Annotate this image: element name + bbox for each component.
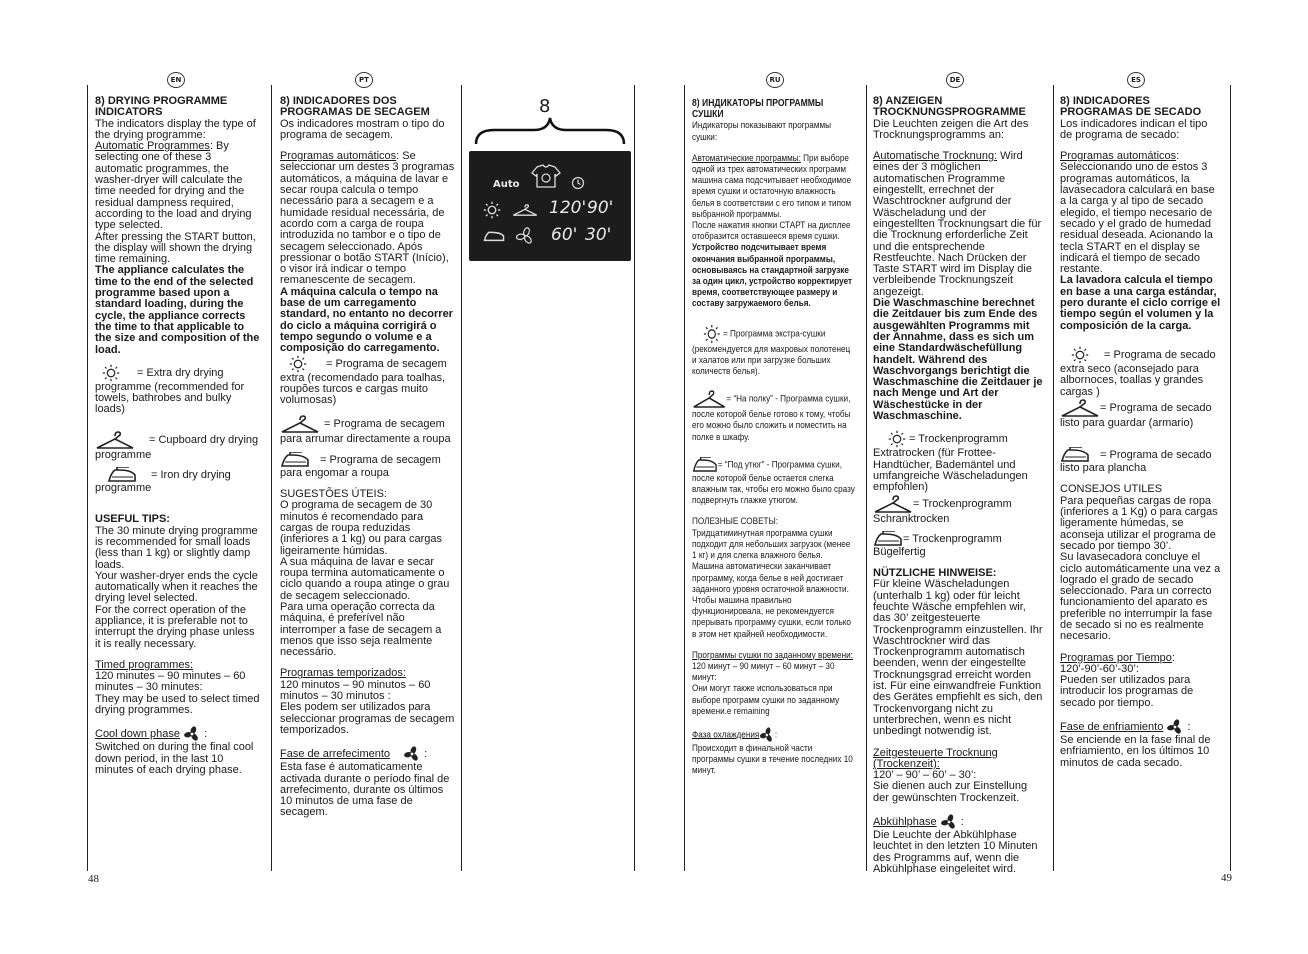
auto-label: Automatic Programmes [95, 140, 210, 153]
column-divider [461, 85, 462, 871]
cool-label: Cool down phase [95, 728, 181, 741]
auto-paragraph [873, 151, 1043, 298]
after-start-text: After pressing the START button, the display will shown the drying time remaining. [95, 230, 256, 266]
extra-dry-text: = Программа экстра-сушки (рекомендуется для махровых полотенец и халатов или при загрузке больших количеств белья). [692, 328, 851, 378]
iron-icon [483, 229, 505, 243]
column-en [95, 96, 261, 776]
column-divider [1053, 85, 1054, 871]
cupboard-item [873, 494, 1043, 525]
section-title: 8) ИНДИКАТОРЫ ПРОГРАММЫ СУШКИ [692, 98, 824, 121]
cool-label: Fase de arrefecimento [280, 748, 391, 761]
auto-label: Programas automáticos [280, 150, 397, 163]
flag-es: ES [1127, 72, 1145, 88]
column-divider [271, 85, 272, 871]
auto-label: Automatische Trocknung: [873, 150, 998, 163]
column-divider [1230, 85, 1231, 871]
cool-label-row: Фаза охлаждения : [692, 727, 855, 743]
iron-text: = Programa de secado listo para plancha [1060, 449, 1212, 475]
column-divider [866, 85, 867, 871]
iron-icon [280, 452, 310, 468]
auto-paragraph [95, 141, 261, 231]
cool-label: Фаза охлаждения [692, 729, 760, 741]
timed-label: Programas temporizados: [280, 667, 406, 680]
tips-title: NÜTZLICHE HINWEISE: [873, 567, 997, 580]
extra-dry-text: = Extra dry drying programme (recommended for towels, bathrobes and bulky loads) [95, 366, 245, 416]
intro-text: Индикаторы показывают программы сушки: [692, 120, 831, 143]
sun-icon [1068, 346, 1092, 364]
column-de [873, 96, 1043, 875]
cupboard-text: = Cupboard dry drying programme [95, 433, 259, 461]
cool-text: Se enciende en la fase final de enfriamiento, en los últimos 10 minutos de cada secado. [1060, 734, 1211, 769]
bold-note: Устройство подсчитывает время окончания выбранной программы, основываясь на стандартной загрузке за один цикл, устройство корректирует время, соответствующее размеру и составу загружаемого белья. [692, 242, 853, 310]
tips-text: O programa de secagem de 30 minutos é recomendado para cargas de roupa reduzidas (inferiores a 1 kg) ou para cargas ligeiramente húmidas. [280, 499, 443, 557]
auto-label: Автоматические программы: [692, 152, 801, 164]
time-120: 120' [549, 198, 587, 218]
tips-text: Para pequeñas cargas de ropa (inferiores a 1 Kg) o para cargas ligeramente húmedas, se aconseja utilizar el programa de secado por tiempo 30’. [1060, 494, 1218, 552]
sun-icon [885, 430, 909, 448]
hanger-icon [512, 202, 538, 218]
extra-dry-item [1060, 346, 1222, 398]
section-title: 8) INDICADORES PROGRAMAS DE SECADO [1060, 95, 1202, 119]
column-ru [692, 98, 855, 777]
cool-text: Происходит в финальной части программы сушки в течение последних 10 минут. [692, 742, 853, 777]
iron-item [95, 467, 261, 494]
auto-label: Programas automáticos [1060, 150, 1177, 163]
cupboard-item [280, 414, 456, 445]
iron-icon [692, 457, 718, 473]
auto-text: : Seleccionando uno de estos 3 programas automáticos, la lavasecadora calculará en base a la carga y al tipo de secado elegido, el tiempo necesario de secado y el grado de humedad residual deseada. Acionando la tecla START en el display se indicará el tiempo de secado restante. [1060, 150, 1215, 276]
extra-dry-item [692, 324, 855, 378]
timed-text: They may be used to select timed drying programmes. [95, 692, 260, 717]
bold-note: A máquina calcula o tempo na base de um carregamento standard, no entanto no decorrer do ciclo a máquina corrigirá o tempo segundo o volume e a composição do carregamento. [280, 285, 453, 355]
page-number-right: 49 [1221, 872, 1232, 884]
cupboard-text: = “На полку” - Программа сушки, после которой белье готово к тому, чтобы его можно было сложить и поместить на полке в шкафу. [692, 393, 851, 443]
flag-en: EN [167, 72, 185, 88]
sun-icon [701, 324, 723, 344]
extra-dry-text: = Trockenprogramm Extratrocken (für Frottee-Handtücher, Bademäntel und umfangreiche Wäscheladungen empfohlen) [873, 433, 1028, 494]
timed-text: Pueden ser utilizados para introducir los programas de secado por tiempo. [1060, 674, 1194, 709]
cool-label-row: Cool down phase : [95, 726, 261, 742]
fan-icon [183, 726, 201, 742]
sun-icon [286, 355, 310, 373]
clock-icon [571, 176, 585, 190]
auto-paragraph [692, 153, 855, 220]
iron-item [873, 531, 1043, 558]
bold-note: Die Waschmaschine berechnet die Zeitdauer bis zum Ende des ausgewählten Programms mit der Annahme, dass es sich um eine Standardwäschefüllung handelt. Während des Waschvorgangs berichtigt die Waschmaschine die Zeitdauer je nach Menge und Art der Wäschestücke in der Waschmaschine. [873, 297, 1043, 423]
cool-label-row: Fase de arrefecimento : [280, 746, 456, 762]
time-60: 60' [551, 225, 578, 245]
auto-text: : Se seleccionar um destes 3 programas automáticos, a máquina de lavar e secar roupa calcula o tempo necessário para a secagem e a humidade residual necessária, de acordo com a carga de roupa introduzida no tambor e o tipo de secagem seleccionado. Após pressionar o botão START (Início), o visor irá indicar o tempo remanescente de secagem. [280, 150, 455, 287]
iron-item [280, 452, 456, 479]
tips-text: Su lavasecadora concluye el ciclo automáticamente una vez a logrado el grado de secado seleccionado. Para un correcto funcionamiento del aparato es preferible no interrumpir la fase de secado si no es realmente necesario. [1060, 551, 1221, 643]
timed-text: Sie dienen auch zur Einstellung der gewünschten Trockenzeit. [873, 780, 1028, 804]
timed-text: Eles podem ser utilizados para seleccionar programas de secagem temporizados. [280, 701, 455, 736]
auto-text: Wird eines der 3 möglichen automatischen Programme eingestellt, errechnet der Waschtrockner aufgrund der Wäscheladung und der eingestellten Trocknungsart die für die Trocknung erforderliche Zeit und die entsprechende Restfeuchte. Nach Drücken der Taste START wird im Display die verbleibende Trocknungszeit angezeigt. [873, 150, 1042, 298]
extra-dry-item [873, 430, 1043, 493]
iron-text: = Iron dry drying programme [95, 468, 231, 495]
hanger-icon [280, 414, 320, 434]
iron-text: = “Под утюг” - Программа сушки, после которой белье остается слегка влажным так, чтобы его можно было сразу подвергнуть глажке утюгом. [692, 459, 855, 507]
flag-de: DE [946, 72, 964, 88]
fan-icon [940, 814, 958, 830]
hanger-icon [692, 389, 726, 409]
extra-dry-text: = Programa de secado extra seco (aconsejado para albornoces, toallas y grandes cargas ) [1060, 348, 1216, 398]
timed-text: Они могут также использоваться при выборе программ сушки по заданному времени.е remaining [692, 683, 840, 717]
section-title: 8) INDICADORES DOS PROGRAMAS DE SECAGEM [280, 95, 430, 119]
column-es [1060, 96, 1222, 769]
iron-text: = Programa de secagem para engomar a roupa [280, 453, 441, 479]
tips-text: Für kleine Wäscheladungen (unterhalb 1 kg) oder für leicht feuchte Wäsche empfehlen wir, das 30’ zeitgesteuerte Trockenprogramm einzustellen. Ihr Waschtrockner wird das Trockenprogramm automatisch beenden, wenn der eingestellte Trocknungsgrad erreicht worden ist. Für eine einwandfreie Funktion des Gerätes empfiehlt es sich, den Trockenvorgang nicht zu unterbrechen, wenn es nicht unbedingt notwendig ist. [873, 578, 1043, 738]
tips-text: For the correct operation of the appliance, it is preferable not to interrupt the drying phase unless it is really necessary. [95, 603, 255, 650]
sun-icon [483, 201, 501, 219]
figure-number: 8 [539, 96, 551, 117]
hanger-icon [1060, 398, 1100, 418]
section-title: 8) DRYING PROGRAMME INDICATORS [95, 95, 228, 119]
cool-label: Fase de enfriamiento [1060, 720, 1164, 733]
iron-icon [107, 467, 137, 483]
column-divider [87, 85, 88, 871]
shirt-icon [529, 163, 563, 189]
column-divider [684, 85, 685, 871]
timed-label: Программы сушки по заданному времени: [692, 649, 853, 661]
flag-ru: RU [766, 72, 784, 88]
tips-title: USEFUL TIPS: [95, 513, 170, 526]
page-number-left: 48 [88, 873, 99, 885]
cupboard-item [692, 389, 855, 443]
tips-title: CONSEJOS UTILES [1060, 483, 1163, 496]
column-divider [634, 85, 635, 871]
sun-icon [99, 364, 123, 382]
section-title: 8) ANZEIGEN TROCKNUNGSPROGRAMME [873, 95, 1026, 119]
cupboard-text: = Trockenprogramm Schranktrocken [873, 497, 1012, 525]
timed-text: 120 минут – 90 минут – 60 минут – 30 минут: [692, 660, 835, 684]
timed-label: Programas por Tiempo [1060, 651, 1172, 664]
cool-text: Die Leuchte der Abkühlphase leuchtet in den letzten 10 Minuten des Programms auf, wenn die Abkühlphase eingeleitet wird. [873, 829, 1038, 875]
intro-text: Die Leuchten zeigen die Art des Trocknungsprogramms an: [873, 117, 1029, 141]
extra-dry-text: = Programa de secagem extra (recomendado para toalhas, roupões turcos e cargas muito volumosas) [280, 357, 447, 407]
cupboard-item [95, 430, 261, 461]
bold-note: The appliance calculates the time to the end of the selected programme based upon a standard loading, during the cycle, the appliance corrects the time to that applicable to the size and composition of the load. [95, 264, 260, 356]
tips-text: Your washer-dryer ends the cycle automatically when it reaches the drying level selected. [95, 569, 258, 605]
auto-indicator: Auto [493, 179, 520, 190]
flag-pt: PT [355, 72, 373, 88]
timed-text: 120’-90’-60’-30’: [1060, 662, 1139, 675]
cool-label-row: Abkühlphase : [873, 814, 1043, 830]
iron-item [1060, 447, 1222, 474]
fan-icon [759, 727, 774, 743]
timed-text: 120 minutes – 90 minutes – 60 minutes – 30 minutes: [95, 670, 246, 694]
timed-label: Timed programmes: [95, 658, 194, 671]
extra-dry-item [280, 355, 456, 407]
extra-dry-item [95, 364, 261, 416]
tips-title: ПОЛЕЗНЫЕ СОВЕТЫ: [692, 516, 779, 528]
tips-text: Чтобы машина правильно функционировала, не рекомендуется прерывать программу сушки, если только в этом нет крайней необходимости. [692, 594, 851, 640]
intro-text: The indicators display the type of the drying programme: [95, 117, 256, 141]
cupboard-text: = Programa de secagem para arrumar directamente a roupa [280, 418, 451, 446]
fan-icon [516, 227, 534, 245]
column-pt [280, 96, 456, 819]
hanger-icon [95, 430, 135, 450]
auto-text: : By selecting one of these 3 automatic programmes, the washer-dryer will calculate the time needed for drying and the residual dampness required, according to the load and drying type selected. [95, 140, 252, 232]
display-panel [469, 151, 631, 261]
auto-paragraph [280, 151, 456, 287]
intro-text: Los indicadores indican el tipo de programa de secado: [1060, 117, 1208, 141]
cupboard-item [1060, 398, 1222, 429]
tips-text: Тридцатиминутная программа сушки подходит для небольших загрузок (менее 1 кг) и для слегка влажного белья. Машина автоматически заканчивает программу, когда белье в ней достигает заданного уровня остаточной влажности. [692, 527, 851, 595]
timed-text: 120 minutos – 90 minutos – 60 minutos – 30 minutos : [280, 678, 431, 703]
bold-note: La lavadora calcula el tiempo en base a una carga estándar, pero durante el ciclo corrige el tiempo según el volumen y la composición de la carga. [1060, 274, 1221, 332]
after-start-text: После нажатия кнопки СТАРТ на дисплее отобразится оставшееся время сушки. [692, 220, 851, 243]
intro-text: Os indicadores mostram o tipo do programa de secagem. [280, 117, 445, 141]
fan-icon [1166, 719, 1184, 735]
fan-icon [403, 746, 421, 762]
hanger-icon [873, 494, 913, 514]
iron-text: = Trockenprogramm Bügelfertig [873, 532, 1002, 558]
tips-text: The 30 minute drying programme is recommended for small loads (less than 1 kg) or slightly damp loads. [95, 524, 258, 571]
figure-brace [474, 116, 626, 146]
iron-icon [1060, 447, 1090, 463]
cupboard-text: = Programa de secado listo para guardar (armario) [1060, 401, 1212, 429]
tips-title: SUGESTÕES ÚTEIS: [280, 488, 387, 501]
cool-text: Esta fase é automaticamente activada durante o período final de arrefecimento, durante os últimos 10 minutos de uma fase de secagem. [280, 761, 450, 819]
cool-label: Abkühlphase [873, 815, 937, 828]
auto-paragraph [1060, 151, 1222, 275]
auto-text: При выборе одной из трех автоматических программ машина сама подсчитывает необходимое время сушки и остаточную влажность белья в соответствии с его типом и типом выбранной программы. [692, 152, 852, 220]
timed-label: Zeitgesteuerte Trocknung (Trockenzeit): [873, 746, 998, 770]
cool-label-row: Fase de enfriamiento : [1060, 719, 1222, 735]
timed-text: 120’ – 90’ – 60’ – 30’: [873, 769, 977, 782]
tips-text: Para uma operação correcta da máquina, é preferível não interromper a fase de secagem a menos que isso seja realmente necessário. [280, 600, 442, 659]
cool-text: Switched on during the final cool down period, in the last 10 minutes of each drying phase. [95, 741, 254, 776]
time-90: 90' [587, 198, 614, 218]
time-30: 30' [585, 225, 612, 245]
timed-label-row: Programas por Tiempo: [1060, 651, 1175, 664]
tips-text: A sua máquina de lavar e secar roupa termina automaticamente o ciclo quando a roupa atinge o grau de secagem seleccionado. [280, 555, 450, 602]
iron-icon [873, 531, 903, 547]
iron-item [692, 457, 855, 507]
